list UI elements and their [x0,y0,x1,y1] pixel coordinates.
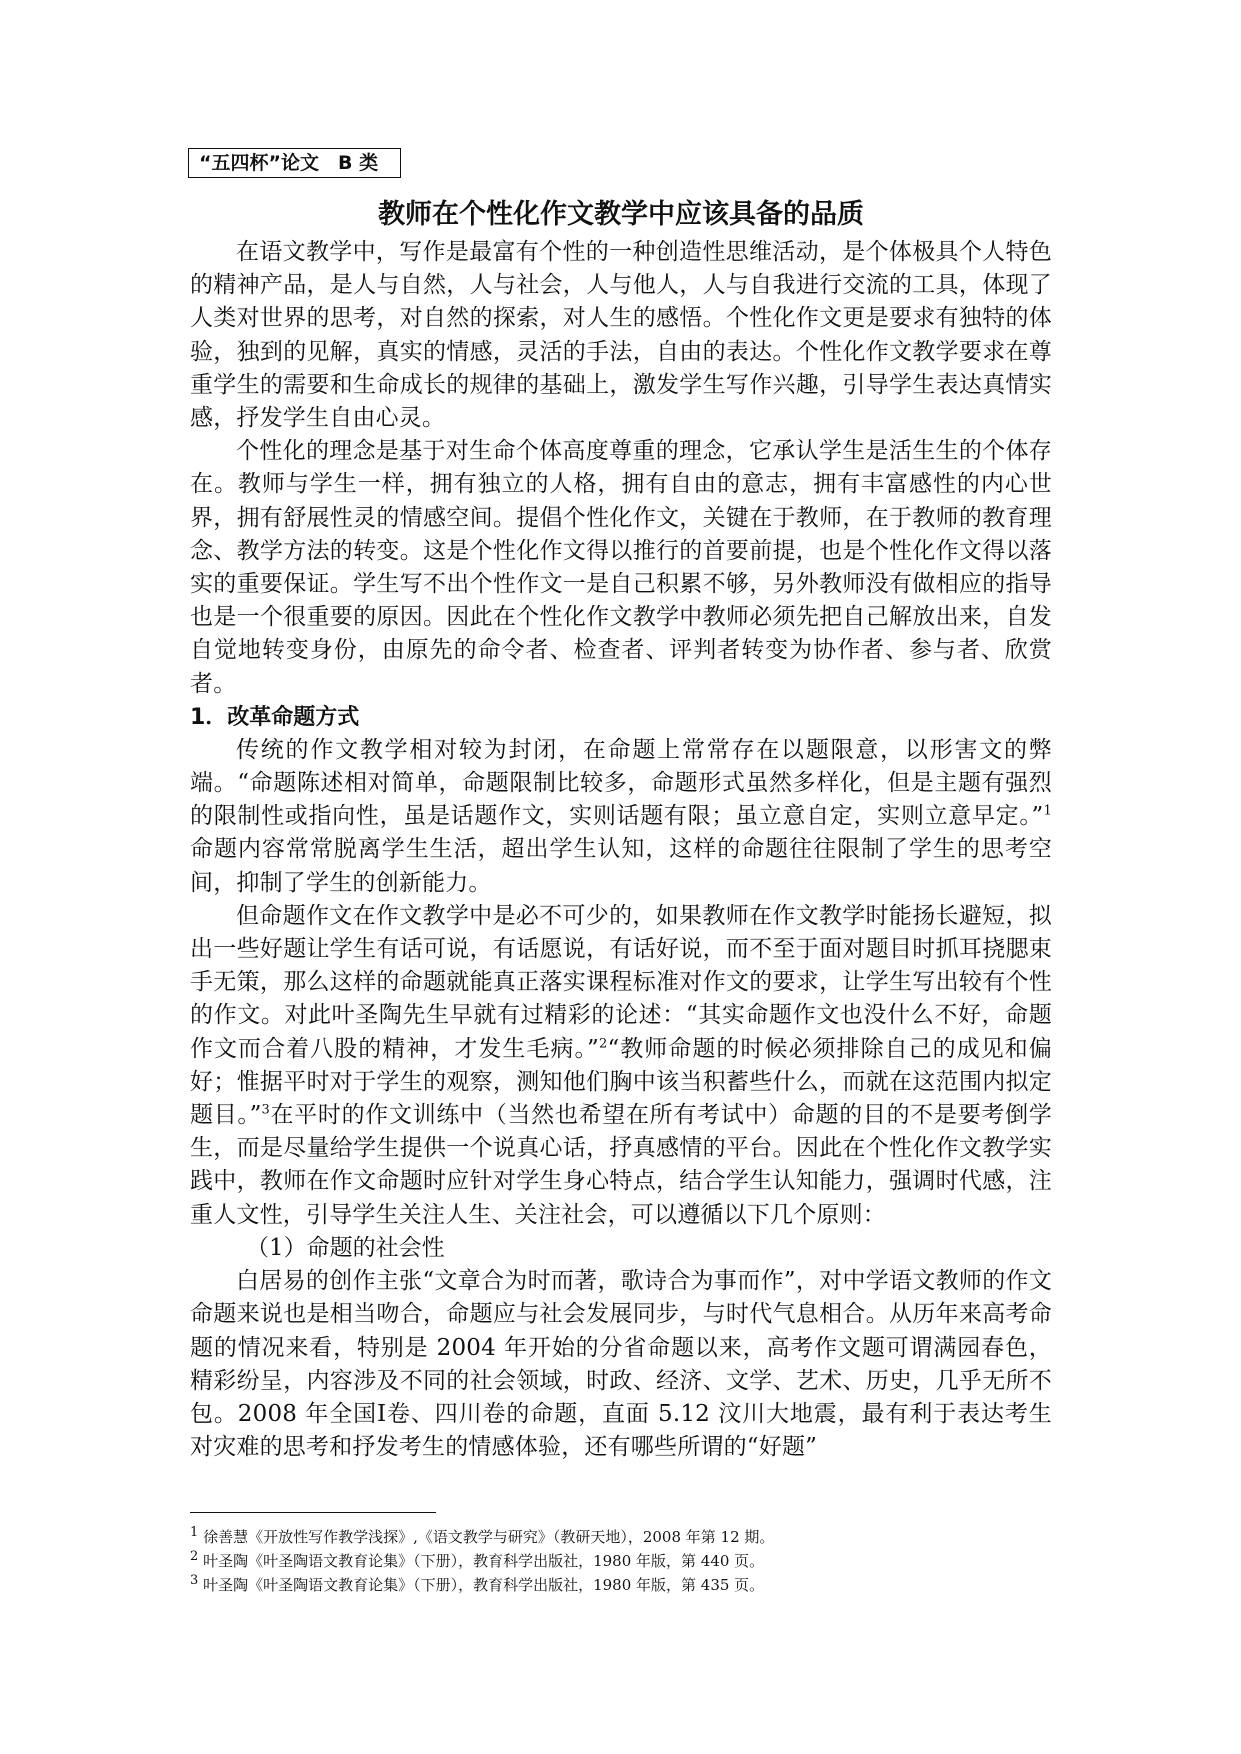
paragraph-essential-part1: 但命题作文在作文教学中是必不可少的，如果教师在作文教学时能扬长避短，拟出一些好题让学生有话可说，有话愿说，有话好说，而不至于面对题目时抓耳挠腮束手无策，那么这样的命题就能真正落实课程标准对作文的要求，让学生写出较有个性的作文。对此叶圣陶先生早就有过精彩的论述：“其实命题作文也没什么不好，命题作文而合着八股的精神，才发生毛病。” [190,902,1052,1062]
document-page [190,148,1052,1464]
footnote-3 [190,1574,1052,1596]
footnote-divider [190,1512,436,1513]
footnote-number: 3 [190,1573,199,1588]
footnote-ref-3[interactable]: 3 [261,1102,271,1118]
paragraph-essential-part3: 在平时的作文训练中（当然也希望在所有考试中）命题的目的不是要考倒学生，而是尽量给学生提供一个说真心话，抒真感情的平台。因此在个性化作文教学实践中，教师在作文命题时应针对学生身心特点，结合学生认知能力，强调时代感，注重人文性，引导学生关注人生、关注社会，可以遵循以下几个原则： [190,1102,1052,1228]
paragraph-essential-part2: “教师命题的时候必须排除自己的成见和偏好；惟据平时对于学生的观察，测知他们胸中该当积蓄些什么，而就在这范围内拟定题目。” [190,1035,1053,1129]
footnote-ref-1[interactable]: 1 [1043,803,1052,819]
footnotes [190,1526,1052,1598]
section-heading-1: 1．改革命题方式 [190,704,360,730]
paragraph-traditional-part1: 传统的作文教学相对较为封闭，在命题上常常存在以题限意，以形害文的弊端。“命题陈述相对简单，命题限制比较多，命题形式虽然多样化，但是主题有强烈的限制性或指向性，虽是话题作文，实则话题有限；虽立意自定，实则立意早定。” [190,736,1052,830]
paragraph-essential [190,900,1052,1232]
subsection-heading-1: （1）命题的社会性 [246,1234,445,1261]
paragraph-traditional-part2: 命题内容常常脱离学生生活，超出学生认知，这样的命题往往限制了学生的思考空间，抑制了学生的创新能力。 [190,836,1052,896]
footnote-ref-2[interactable]: 2 [599,1036,608,1052]
paragraph-social: 白居易的创作主张“文章合为时而著，歌诗合为事而作”，对中学语文教师的作文命题来说也是相当吻合，命题应与社会发展同步，与时代气息相合。从历年来高考命题的情况来看，特别是 2004 年开始的分省命题以来，高考作文题可谓满园春色，精彩纷呈，内容涉及不同的社会领域，时政、经济、文学、艺术、历史，几乎无所不包。2008 年全国Ⅰ卷、四川卷的命题，直面 5.12 汶川大地震，最有利于表达考生对灾难的思考和抒发考生的情感体验，还有哪些所谓的“好题” [190,1268,1052,1461]
footnote-2 [190,1550,1052,1572]
category-tag: “五四杯”论文 B 类 [188,148,401,178]
paragraph-concept: 个性化的理念是基于对生命个体高度尊重的理念，它承认学生是活生生的个体存在。教师与学生一样，拥有独立的人格，拥有自由的意志，拥有丰富感性的内心世界，拥有舒展性灵的情感空间。提倡个性化作文，关键在于教师，在于教师的教育理念、教学方法的转变。这是个性化作文得以推行的首要前提，也是个性化作文得以落实的重要保证。学生写不出个性作文一是自己积累不够，另外教师没有做相应的指导也是一个很重要的原因。因此在个性化作文教学中教师必须先把自己解放出来，自发自觉地转变身份，由原先的命令者、检查者、评判者转变为协作者、参与者、欣赏者。 [190,438,1052,697]
paragraph-intro: 在语文教学中，写作是最富有个性的一种创造性思维活动，是个体极具个人特色的精神产品，是人与自然，人与社会，人与他人，人与自我进行交流的工具，体现了人类对世界的思考，对自然的探索，对人生的感悟。个性化作文更是要求有独特的体验，独到的见解，真实的情感，灵活的手法，自由的表达。个性化作文教学要求在尊重学生的需要和生命成长的规律的基础上，激发学生写作兴趣，引导学生表达真情实感，抒发学生自由心灵。 [190,239,1052,432]
footnote-number: 1 [190,1525,199,1540]
footnote-1 [190,1526,1052,1548]
footnote-number: 2 [190,1549,199,1564]
footnote-text: 叶圣陶《叶圣陶语文教育论集》（下册），教育科学出版社，1980 年版，第 440 页。 [203,1552,765,1570]
footnote-text: 叶圣陶《叶圣陶语文教育论集》（下册），教育科学出版社，1980 年版，第 435 页。 [203,1576,765,1594]
paragraph-traditional [190,734,1052,900]
article-title: 教师在个性化作文教学中应该具备的品质 [378,199,864,230]
footnote-text: 徐善慧《开放性写作教学浅探》,《语文教学与研究》（教研天地），2008 年第 12 期。 [203,1528,775,1546]
